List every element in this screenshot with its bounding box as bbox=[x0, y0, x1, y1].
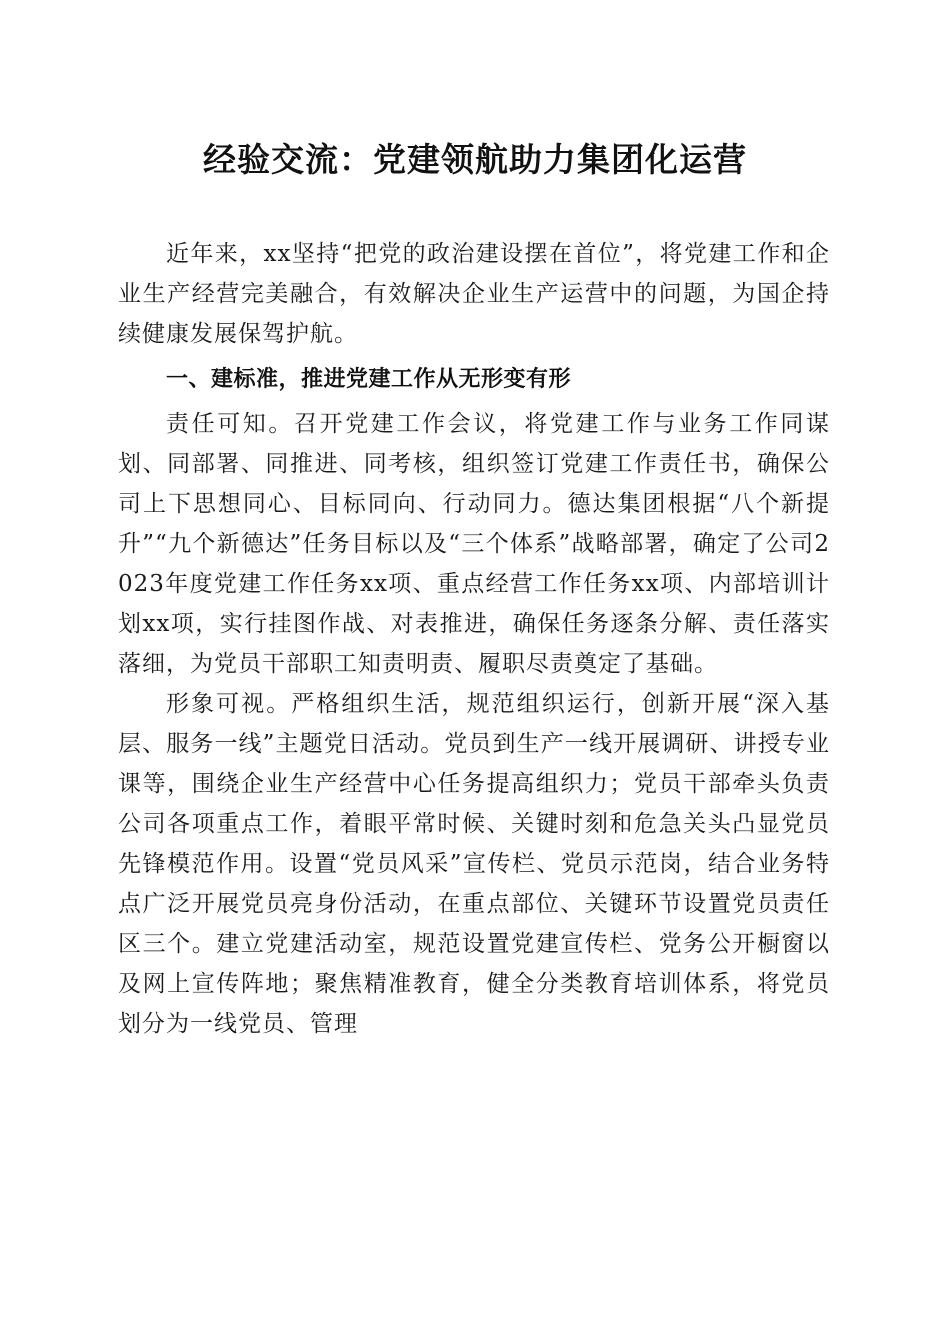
section-heading: 一、建标准，推进党建工作从无形变有形 bbox=[166, 367, 572, 392]
document-title: 经验交流：党建领航助力集团化运营 bbox=[203, 140, 747, 179]
paragraph-responsibility: 责任可知。召开党建工作会议，将党建工作与业务工作同谋划、同部署、同推进、同考核，组织签订党建工作责任书，确保公司上下思想同心、目标同向、行动同力。德达集团根据“八个新提升”“九个新德达”任务目标以及“三个体系”战略部署，确定了公司2023年度党建工作任务xx项、重点经营工作任务xx项、内部培训计划xx项，实行挂图作战、对表推进，确保任务逐条分解、责任落实落细，为党员干部职工知责明责、履职尽责奠定了基础。 bbox=[118, 411, 830, 677]
document-body bbox=[118, 234, 830, 1044]
paragraph-image: 形象可视。严格组织生活，规范组织运行，创新开展“深入基层、服务一线”主题党日活动。党员到生产一线开展调研、讲授专业课等，围绕企业生产经营中心任务提高组织力；党员干部牵头负责公司各项重点工作，着眼平常时候、关键时刻和危急关头凸显党员先锋模范作用。设置“党员风采”宣传栏、党员示范岗，结合业务特点广泛开展党员亮身份活动，在重点部位、关键环节设置党员责任区三个。建立党建活动室，规范设置党建宣传栏、党务公开橱窗以及网上宣传阵地；聚焦精准教育，健全分类教育培训体系，将党员划分为一线党员、管理 bbox=[118, 691, 830, 1037]
intro-paragraph: 近年来，xx坚持“把党的政治建设摆在首位”，将党建工作和企业生产经营完美融合，有效解决企业生产运营中的问题，为国企持续健康发展保驾护航。 bbox=[118, 241, 830, 347]
